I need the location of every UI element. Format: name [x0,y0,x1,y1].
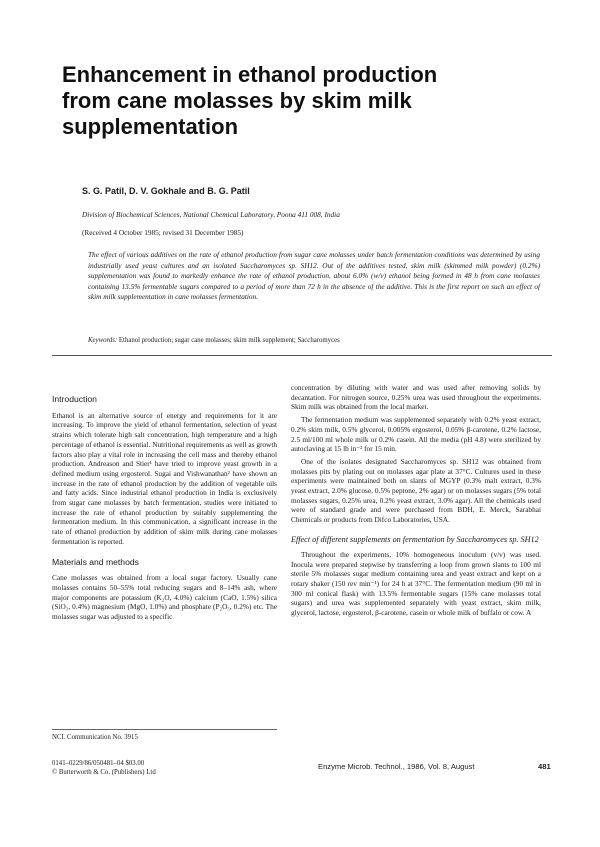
publication-codes [52,760,156,777]
journal-citation: Enzyme Microb. Technol., 1986, Vol. 8, August [318,762,475,771]
body-paragraph: The fermentation medium was supplemented separately with 0.2% yeast extract, 0.2% skim milk, 0.5% glycerol, 0.005% ergosterol, 0.05% β-carotene, 0.2% lactose, 2.5 ml/100 ml whole milk or 0.2% casein. All the media (pH 4.8) were sterilized by autoclaving at 15 lb in⁻² for 15 min. [291,415,541,454]
right-column [291,383,541,621]
abstract: The effect of various additives on the rate of ethanol production from sugar cane molasses under batch fermentation conditions was determined by using industrially used yeast cultures and an isolated Saccharomyces sp. SH12. Out of the additives tested, skim milk (skimmed milk powder) (0.2%) supplementation was found to markedly enhance the rate of ethanol production, about 6.0% (w/v) ethanol being formed in 48 h from cane molasses containing 13.5% fermentable sugars compared to a period of more than 72 h in the absence of the additive. This is the first report on such an effect of skim milk supplementation in cane molasses fermentation. [88,250,540,302]
title-line: Enhancement in ethanol production [62,62,438,87]
left-column [52,395,277,625]
methods-paragraph: Cane molasses was obtained from a local sugar factory. Usually cane molasses contains 50–55% total reducing sugars and 8–14% ash, where major components are potassium (K₂O, 4.0%) calcium (CaO, 1.5%) silica (SiO₂, 0.4%) magnesium (MgO, 1.0%) and phosphate (P₂O₅, 0.2%) etc. The molasses sugar was adjusted to a specific [52,573,277,622]
introduction-heading: Introduction [52,394,97,404]
keywords-label: Keywords: [88,337,118,344]
title-line: from cane molasses by skim milk [62,88,412,113]
received-dates: (Received 4 October 1985; revised 31 December 1985) [82,228,244,237]
subsection-heading: Effect of different supplements on fermentation by Saccharomyces sp. SH12 [291,534,539,544]
keywords [88,337,540,344]
body-paragraph: concentration by diluting with water and was used after removing solids by decantation. For nitrogen source, 0.25% urea was used throughout the experiments. Skim milk was obtained from the local market. [291,383,541,412]
section-divider [52,355,552,356]
footnote: NCL Communication No. 3915 [52,729,277,741]
affiliation: Division of Biochemical Sciences, National Chemical Laboratory, Poona 411 008, India [82,210,340,219]
page-number: 481 [538,762,551,771]
body-paragraph: One of the isolates designated Saccharomyces sp. SH12 was obtained from molasses pits by plating out on molasses agar plate at 37°C. Cultures used in these experiments were maintained both on slants of MGYP (0.3% malt extract, 0.3% yeast extract, 2.0% glucose, 0.5% peptone, 2% agar) or on molasses sugars (5% total molasses sugars, 0.25% urea, 0.2% yeast extract, 3.0% agar). All the chemicals used were of standard grade and were purchased from BDH, E. Merck, Sarabhai Chemicals or products from Difco Laboratories, USA. [291,456,541,525]
keywords-text: Ethanol production; sugar cane molasses; skim milk supplement; Saccharomyces [118,337,340,344]
title-line: supplementation [62,114,239,139]
issn-code: 0141–0229/86/050481–04 $03.00 [52,760,145,767]
introduction-paragraph: Ethanol is an alternative source of energy and requirements for it are increasing. To improve the yield of ethanol fermentation, selection of yeast strains which tolerate high salt concentration, high temperature and a high percentage of ethanol is essential. Nutritional requirements as well as growth factors also play a vital role in increasing the cell mass and thereby ethanol production. Andreason and Stier¹ have tried to improve yeast growth in a defined medium using ergosterol. Sugai and Vishwanathan² have shown an increase in the rate of ethanol production by the addition of vegetable oils and fatty acids. Since industrial ethanol production in India is exclusively from sugar cane molasses by batch fermentation, studies were initiated to increase the rate of ethanol production by suitably supplementing the fermentation medium. In this communication, a significant increase in the rate of ethanol production by addition of skim milk during cane molasses fermentation is reported. [52,410,277,546]
article-title [62,62,542,140]
body-paragraph: Throughout the experiments, 10% homogeneous inoculum (v/v) was used. Inocula were prepared stepwise by transferring a loop from grown slants to 100 ml sterile 5% molasses sugar medium containing urea and yeast extract and kept on a rotary shaker (150 rev min⁻¹) for 24 h at 37°C. The fermentation medium (90 ml in 300 ml conical flask) with 13.5% fermentable sugars (15% cane molasses total sugars) and urea was supplemented separately with yeast extract, skim milk, glycerol, lactose, ergosterol, β-carotene, casein or whole milk of buffalo or cow. A [291,549,541,618]
copyright-line: © Butterworth & Co. (Publishers) Ltd [52,768,156,776]
methods-heading: Materials and methods [52,556,139,567]
journal-footer [318,762,551,771]
authors: S. G. Patil, D. V. Gokhale and B. G. Patil [82,186,250,196]
